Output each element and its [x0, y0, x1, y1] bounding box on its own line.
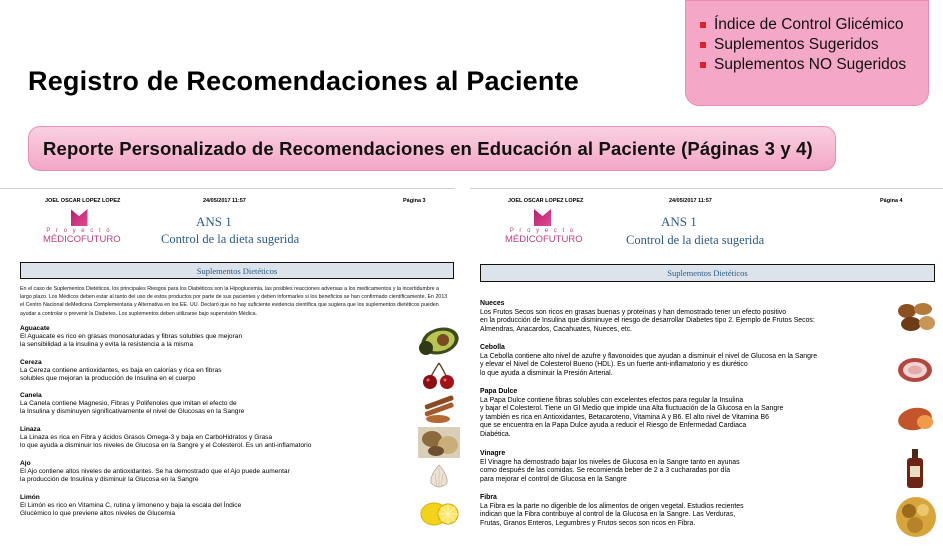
legend-label: Índice de Control Glicémico — [714, 16, 904, 33]
legend-item — [700, 15, 918, 35]
item-description: La Linaza es rica en Fibra y ácidos Grasos Omega-3 y baja en CarboHidratos y Grasa lo que ayuda a disminuir los niveles de Glucosa en la Sangre y el Colesterol. Es un anti-inflamatorio — [20, 434, 312, 450]
item-name: Cereza — [20, 359, 42, 366]
page-number: Página 4 — [880, 198, 903, 204]
list-item — [20, 359, 415, 384]
vinegar-icon — [903, 448, 927, 490]
item-description: La Fibra es la parte no digerible de los alimentos de origen vegetal. Estudios recientes indican que la Fibra contribuye al control de la Glucosa en la Sangre. Las Verduras, Frutas, Granos Enteros, Legumbres y Frutos secos son ricos en Fibra. — [480, 502, 744, 527]
item-description: La Papa Dulce contiene fibras solubles con excelentes efectos para regular la Insulina y bajar el Colesterol. Tiene un GI Medio que impide una Alta fluctuación de la Glucosa en la Sangre y también es rica en Antioxidantes, Betacaroteno, Vitamina A y B6. El alto nivel de Vitamina B6 que se encuentra en la Papa Dulce ayuda a reducir el Riesgo de Enfermedad Cardiaca Diabética. — [480, 396, 784, 438]
patient-name: JOEL OSCAR LOPEZ LOPEZ — [45, 198, 121, 204]
list-item — [20, 392, 415, 417]
lemon-icon — [418, 496, 460, 529]
item-name: Fibra — [480, 494, 497, 501]
logo — [505, 209, 583, 245]
section-subtitle: Control de la dieta sugerida — [161, 232, 300, 246]
list-item — [480, 344, 895, 378]
sweet-potato-icon — [895, 402, 937, 436]
logo-mark-icon — [534, 209, 551, 226]
intro-text: En el caso de Suplementos Dietéticos, los principales Riesgos para los Diabéticos son la Hipoglucemia, las posibles reacciones adversas a los medicamentos y la incertidumbre a largo plazo. Los Médicos deben estar al tanto del uso de estos productos por parte de sus pacientes y deben informarles si los beneficios se han confirmado científicamente. En 2013 el Centro Nacional deMedicina Complementaria y Alternativa en los EE. UU. Declaró que no hay suficiente evidencia científica que sugiera que los suplementos dietéticos pueden ayudar a controlar o prevenir la Diabetes. Los suplementos deben utilizarse bajo supervisión Médica. — [20, 286, 448, 317]
list-item — [20, 460, 415, 485]
logo-bottom-text: MÉDICOFUTURO — [43, 234, 121, 245]
cherry-icon — [418, 361, 460, 391]
item-description: La Cereza contiene antioxidantes, es baja en calorías y rica en fibras solubles que mejoran la producción de Insulina en el cuerpo — [20, 367, 222, 383]
logo-top-text: P r o y e c t o — [46, 228, 112, 234]
flaxseed-icon — [418, 427, 460, 458]
bullet-icon — [700, 62, 706, 68]
nuts-icon — [895, 299, 937, 333]
patient-name: JOEL OSCAR LOPEZ LOPEZ — [508, 198, 584, 204]
report-banner — [28, 126, 836, 171]
item-name: Aguacate — [20, 325, 50, 332]
logo-mark-icon — [71, 209, 88, 226]
item-name: Vinagre — [480, 450, 506, 457]
ans-label: ANS 1 — [196, 214, 232, 229]
list-item — [20, 426, 420, 451]
legend-item — [700, 55, 918, 75]
logo-top-text: P r o y e c t o — [509, 228, 576, 234]
bullet-icon — [700, 42, 706, 48]
item-name: Nueces — [480, 300, 505, 307]
item-name: Linaza — [20, 426, 41, 433]
item-description: El Limón es rico en Vitamina C, rutina y limoneno y baja la escala del Índice Glucémico lo que previene altos niveles de Glucemia — [20, 502, 242, 518]
section-header: Suplementos Dietéticos — [480, 264, 935, 282]
ans-label: ANS 1 — [661, 214, 697, 229]
item-name: Papa Dulce — [480, 388, 518, 395]
legend-item — [700, 35, 918, 55]
item-description: La Canela contiene Magnesio, Fibras y Polifenoles que imitan el efecto de la Insulina y disminuyen significativamente el nivel de Glucosas en la Sangre — [20, 400, 245, 416]
page-number: Página 3 — [403, 198, 426, 204]
page-title: Registro de Recomendaciones al Paciente — [28, 66, 579, 96]
report-date: 24/05/2017 11:57 — [669, 198, 712, 204]
legend-label: Suplementos NO Sugeridos — [714, 56, 907, 73]
legend-box — [685, 0, 929, 106]
item-description: El Ajo contiene altos niveles de antioxidantes. Se ha demostrado que el Ajo puede aumentar la producción de Insulina y disminuir la Glucosa en la Sangre — [20, 468, 290, 484]
item-name: Canela — [20, 392, 42, 399]
item-name: Limón — [20, 494, 40, 501]
report-page-4 — [470, 189, 943, 551]
garlic-icon — [418, 461, 460, 491]
logo-bottom-text: MÉDICOFUTURO — [505, 234, 583, 245]
cinnamon-icon — [418, 394, 460, 424]
banner-text: Reporte Personalizado de Recomendaciones en Educación al Paciente (Páginas 3 y 4) — [43, 137, 813, 159]
list-item — [20, 325, 415, 350]
list-item — [20, 494, 415, 519]
onion-icon — [895, 354, 937, 384]
report-date: 24/05/2017 11:57 — [203, 198, 246, 204]
list-item — [480, 494, 895, 528]
fiber-icon — [895, 496, 937, 538]
section-header: Suplementos Dietéticos — [20, 262, 454, 279]
item-name: Ajo — [20, 460, 31, 467]
logo — [43, 209, 121, 245]
avocado-icon — [418, 326, 460, 356]
list-item — [480, 450, 895, 484]
bullet-icon — [700, 22, 706, 28]
item-description: La Cebolla contiene alto nivel de azufre y flavonoides que ayudan a disminuir el nivel de Glucosa en la Sangre y elevar el Nivel de Colesterol Bueno (HDL). Es un fuerte anti-inflamatorio y es diurético lo que ayuda a disminuir la Presión Arterial. — [480, 352, 818, 377]
item-description: El Vinagre ha demostrado bajar los niveles de Glucosa en la Sangre tanto en ayunas como después de las comidas. Se recomienda beber de 2 a 3 cucharadas por día para mejorar el control de Glucosa en la Sangre — [480, 458, 740, 483]
section-subtitle: Control de la dieta sugerida — [626, 233, 765, 247]
list-item — [480, 300, 895, 334]
list-item — [480, 388, 895, 440]
item-description: Los Frutos Secos son ricos en grasas buenas y proteínas y han demostrado tener un efecto positivo en la producción de Insulina que disminuye el riesgo de desarrollar Diabetes tipo 2. Ejemplo de Frutos Secos: Almendras, Anacardos, Cacahuates, Nueces, etc. — [480, 308, 815, 333]
item-description: El Aguacate es rico en grasas monosaturadas y fibras solubles que mejoran la sensibilidad a la insulina y evita la resistencia a la misma — [20, 333, 243, 349]
item-name: Cebolla — [480, 344, 505, 351]
report-page-3 — [0, 189, 466, 551]
legend-label: Suplementos Sugeridos — [714, 36, 879, 53]
